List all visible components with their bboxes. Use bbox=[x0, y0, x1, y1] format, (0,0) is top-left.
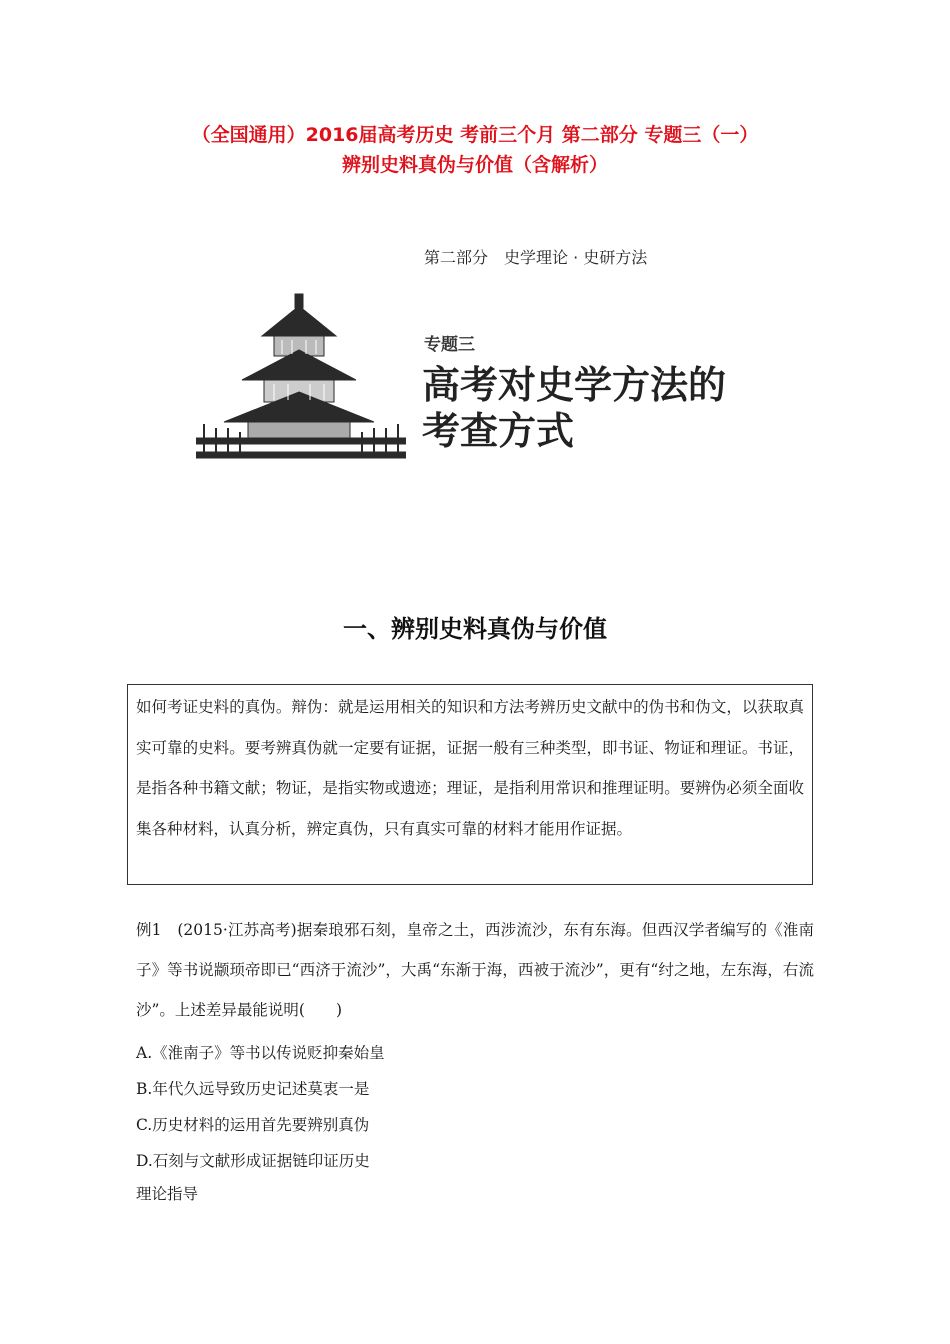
option-b: B.年代久远导致历史记述莫衷一是 bbox=[136, 1080, 370, 1098]
topic-title-line1: 高考对史学方法的 bbox=[422, 363, 727, 407]
theory-guidance-label: 理论指导 bbox=[136, 1185, 199, 1203]
topic-number: 专题三 bbox=[424, 335, 475, 355]
option-d: D.石刻与文献形成证据链印证历史 bbox=[136, 1152, 370, 1170]
answer-options bbox=[136, 1038, 385, 1182]
topic-title bbox=[422, 362, 726, 454]
option-a: A.《淮南子》等书以传说贬抑秦始皇 bbox=[136, 1044, 385, 1062]
option-c: C.历史材料的运用首先要辨别真伪 bbox=[136, 1116, 370, 1134]
topic-title-line2: 考查方式 bbox=[422, 409, 575, 453]
temple-of-heaven-icon bbox=[196, 292, 406, 460]
example-question: 例1 (2015·江苏高考)据秦琅邪石刻，皇帝之土，西涉流沙，东有东海。但西汉学者编写的《淮南子》等书说颛顼帝即已“西济于流沙”，大禹“东渐于海，西被于流沙”，更有“纣之地，左东海，右流沙”。上述差异最能说明( ) bbox=[136, 921, 814, 1019]
document-title bbox=[60, 120, 890, 180]
section-heading: 一、辨别史料真伪与价值 bbox=[343, 615, 607, 643]
document-title-line2: 辨别史料真伪与价值（含解析） bbox=[341, 154, 608, 176]
theory-box: 如何考证史料的真伪。辩伪：就是运用相关的知识和方法考辨历史文献中的伪书和伪文，以获取真实可靠的史料。要考辨真伪就一定要有证据，证据一般有三种类型，即书证、物证和理证。书证，是指各种书籍文献；物证，是指实物或遗迹；理证，是指利用常识和推理证明。要辨伪必须全面收集各种材料，认真分析，辨定真伪，只有真实可靠的材料才能用作证据。 bbox=[127, 684, 813, 885]
part-label: 第二部分 史学理论 · 史研方法 bbox=[424, 248, 648, 267]
document-title-line1: （全国通用）2016届高考历史 考前三个月 第二部分 专题三（一） bbox=[191, 124, 759, 146]
